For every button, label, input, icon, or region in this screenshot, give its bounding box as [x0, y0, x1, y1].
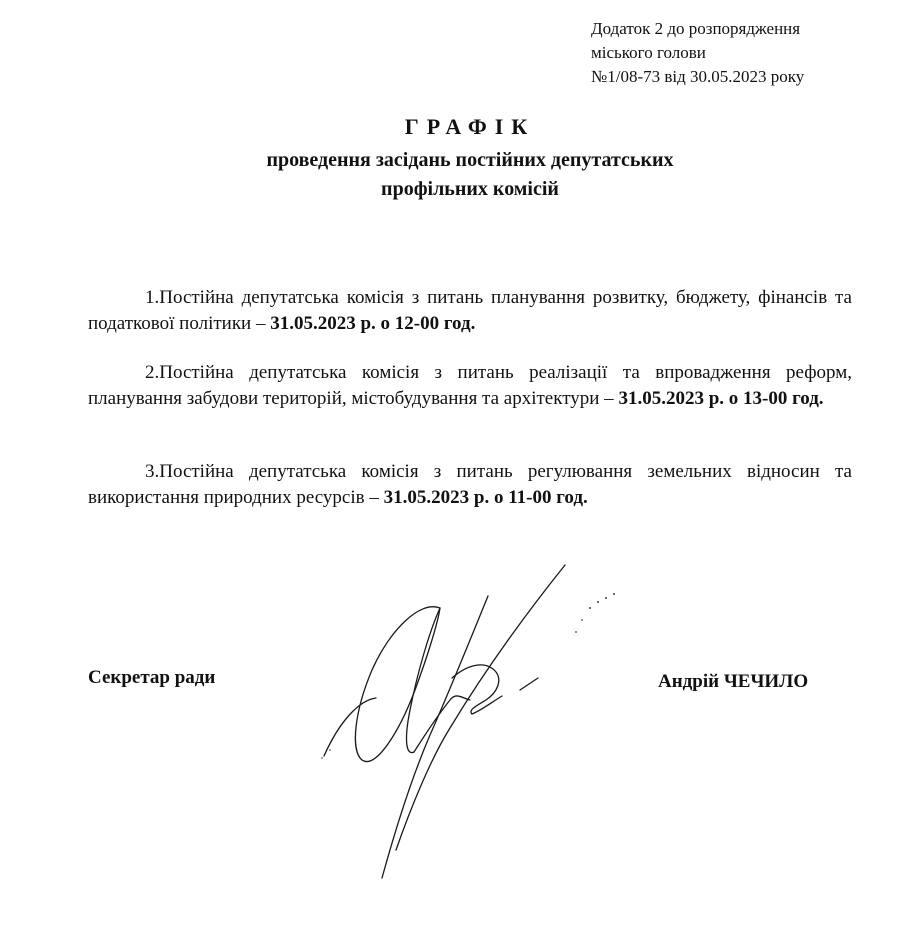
document-title: ГРАФІК [404, 114, 536, 139]
commission-item-text: 2.Постійна депутатська комісія з питань реалізації та впровадження реформ, планування забудови територій, містобудування та архітектури – [88, 362, 852, 409]
subtitle-line-2: профільних комісій [381, 178, 559, 200]
annex-line-1: Додаток 2 до розпорядження [591, 19, 801, 38]
annex-line-3: №1/08-73 від 30.05.2023 року [591, 67, 805, 86]
subtitle-line-1: проведення засідань постійних депутатських [266, 149, 674, 171]
signatory-name: Андрій ЧЕЧИЛО [658, 671, 809, 692]
commission-item-1 [88, 285, 852, 337]
commission-item-text: 1.Постійна депутатська комісія з питань планування розвитку, бюджету, фінансів та податкової політики – [88, 287, 852, 334]
annex-reference [591, 17, 804, 89]
commission-item-3 [88, 459, 852, 511]
commission-item-2 [88, 360, 852, 412]
commission-item-text: 3.Постійна депутатська комісія з питань регулювання земельних відносин та використання природних ресурсів – [88, 461, 852, 508]
commission-item-datetime: 31.05.2023 р. о 12-00 год. [270, 313, 476, 334]
handwritten-signature [310, 560, 640, 900]
document-subtitle [0, 146, 900, 204]
signatory-position: Секретар ради [88, 667, 216, 688]
commission-item-datetime: 31.05.2023 р. о 11-00 год. [383, 487, 588, 508]
annex-line-2: міського голови [591, 43, 706, 62]
commission-item-datetime: 31.05.2023 р. о 13-00 год. [618, 388, 824, 409]
